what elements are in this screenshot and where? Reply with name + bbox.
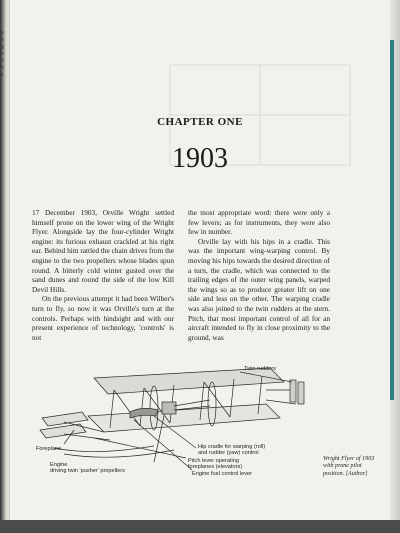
label-pitch-lever-cont: foreplanes (elevators): [188, 464, 243, 470]
caption-line: position. [Author]: [323, 470, 368, 477]
paragraph: the most appropriate word: there were only a few levers; as for instruments, they were also few in number.: [188, 208, 330, 237]
figure-caption: [323, 456, 385, 478]
paragraph: On the previous attempt it had been Wilber's turn to fly, so now it was Orville's turn at the controls. Perhaps with hindsight and with our present experience of technology, 'controls' is not: [32, 294, 174, 342]
paragraph: Orville lay with his hips in a cradle. This was the important wing-warping control. By moving his hips towards the desired direction of a turn, the cradle, which was connected to the trailing edges of the outer wing panels, warped the wings so as to produce greater lift on one side and less on the other. The warping cradle was also joined to the twin rudders at the stern. Pitch, that most important control of all for an aircraft intended to fly in close proximity to the ground, was: [188, 236, 330, 342]
flyer-drawing: [34, 360, 310, 480]
label-hip-cradle-cont: and rudder (yaw) control: [198, 450, 259, 456]
text-column-right: [188, 208, 330, 342]
cover-edge: [390, 40, 394, 400]
chapter-label: CHAPTER ONE: [157, 116, 243, 128]
label-pitch-lever: Pitch lever operating: [188, 458, 239, 464]
page-bottom-shadow: [0, 520, 400, 533]
label-engine-cont: driving twin 'pusher' propellers: [50, 468, 125, 474]
paragraph: 17 December 1903, Orville Wright settled himself prone on the lower wing of the Wright Flyer. Alongside lay the four-cylinder Wright engine: its furious exhaust crackled at his right ear. Behind him rattled the chain drives from the engine to the two propellers whose blades spun round. A bitterly cold winter gusted over the sand dunes and round the side of the low Kill Devil Hills.: [32, 208, 174, 294]
label-twin-rudders: Twin rudders: [244, 366, 277, 372]
label-foreplane: Foreplane: [36, 446, 62, 452]
text-column-left: [32, 208, 174, 342]
bleed-through-text: e s g n h h s: [1, 30, 4, 78]
book-page: [10, 0, 390, 520]
label-hip-cradle: Hip cradle for warping (roll): [198, 444, 266, 450]
page-gutter: [0, 0, 10, 533]
chapter-title: 1903: [172, 143, 228, 174]
label-fuel-lever: Engine fuel control lever: [192, 471, 253, 477]
caption-line: with prone pilot: [323, 463, 362, 470]
wright-flyer-illustration: [34, 360, 310, 480]
label-engine: Engine: [50, 462, 68, 468]
caption-line: Wright Flyer of 1903: [323, 456, 375, 462]
